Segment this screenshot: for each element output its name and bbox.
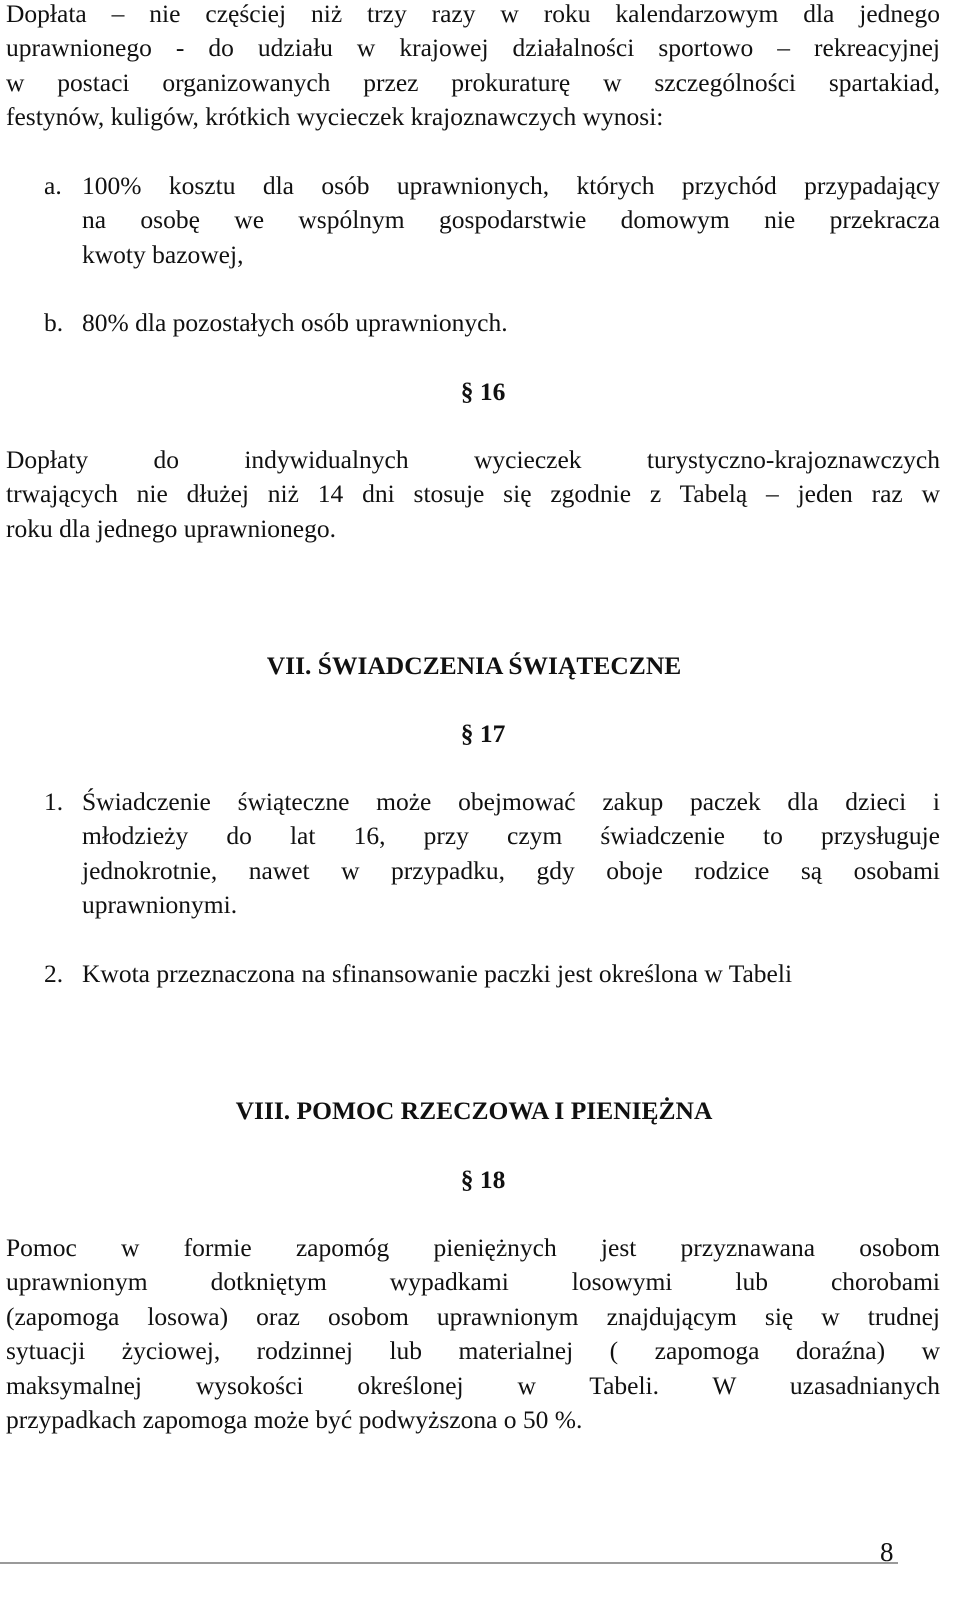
text-line: (zapomoga losowa) oraz osobom uprawnionym znajdującym się w trudnej — [6, 1301, 940, 1331]
chapter-8-heading: VIII. POMOC RZECZOWA I PIENIĘŻNA — [235, 1096, 713, 1125]
list-item-b — [44, 306, 940, 340]
list-marker: a. — [44, 171, 62, 200]
text-line: Dopłaty do indywidualnych wycieczek turystyczno-krajoznawczych — [6, 445, 940, 474]
footer-divider — [0, 1562, 898, 1564]
text-line: uprawnionymi. — [82, 890, 238, 920]
text-line: roku dla jednego uprawnionego. — [6, 513, 336, 543]
intro-paragraph — [6, 0, 940, 135]
section-16-heading: § 16 — [460, 377, 506, 406]
chapter-7-heading: VII. ŚWIADCZENIA ŚWIĄTECZNE — [266, 651, 682, 680]
list-item-a — [44, 169, 940, 272]
text-line: na osobę we wspólnym gospodarstwie domowym nie przekracza — [82, 205, 940, 235]
text-line: trwających nie dłużej niż 14 dni stosuje się zgodnie z Tabelą – jeden raz w — [6, 479, 940, 509]
text-line: Kwota przeznaczona na sfinansowanie paczki jest określona w Tabeli — [82, 959, 793, 988]
list-item-1 — [44, 785, 940, 923]
list-marker: 2. — [44, 959, 64, 988]
section-17-heading: § 17 — [460, 719, 506, 748]
text-line: Świadczenie świąteczne może obejmować zakup paczek dla dzieci i — [82, 787, 940, 816]
text-line: 100% kosztu dla osób uprawnionych, których przychód przypadający — [82, 171, 940, 200]
section-18-heading: § 18 — [460, 1165, 506, 1194]
text-line: Pomoc w formie zapomóg pieniężnych jest przyznawana osobom — [6, 1233, 940, 1262]
text-line: przypadkach zapomoga może być podwyższona o 50 %. — [6, 1404, 583, 1434]
paragraph-16 — [6, 443, 940, 546]
list-marker: 1. — [44, 787, 64, 816]
paragraph-18 — [6, 1231, 940, 1437]
text-line: 80% dla pozostałych osób uprawnionych. — [82, 308, 508, 337]
text-line: sytuacji życiowej, rodzinnej lub materialnej ( zapomoga doraźna) w — [6, 1336, 940, 1366]
text-line: w postaci organizowanych przez prokuraturę w szczególności spartakiad, — [6, 67, 940, 97]
list-marker: b. — [44, 308, 64, 337]
text-line: maksymalnej wysokości określonej w Tabeli. W uzasadnianych — [6, 1370, 940, 1400]
text-line: uprawnionym dotkniętym wypadkami losowymi lub chorobami — [6, 1267, 940, 1297]
text-line: kwoty bazowej, — [82, 239, 244, 269]
text-line: Dopłata – nie częściej niż trzy razy w roku kalendarzowym dla jednego — [6, 0, 940, 28]
list-item-2 — [44, 957, 940, 991]
text-line: uprawnionego - do udziału w krajowej działalności sportowo – rekreacyjnej — [6, 33, 940, 63]
text-line: jednokrotnie, nawet w przypadku, gdy oboje rodzice są osobami — [82, 855, 940, 885]
page-number: 8 — [880, 1537, 894, 1567]
text-line: festynów, kuligów, krótkich wycieczek krajoznawczych wynosi: — [6, 102, 664, 132]
text-line: młodzieży do lat 16, przy czym świadczenie to przysługuje — [82, 821, 940, 851]
